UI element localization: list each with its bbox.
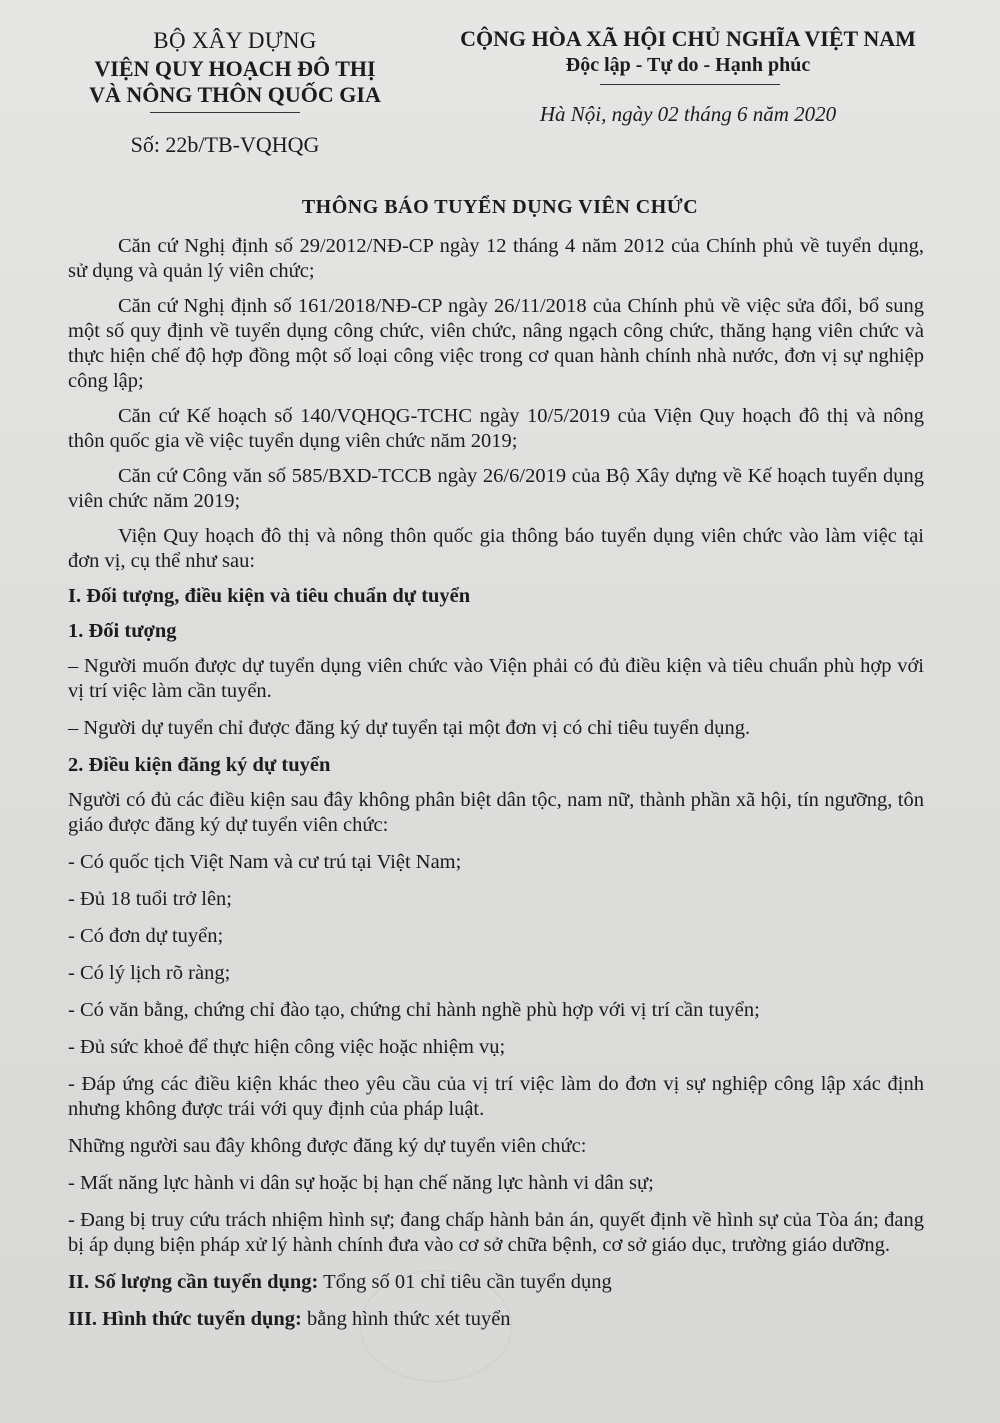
paragraph-legal-basis-1: Căn cứ Nghị định số 29/2012/NĐ-CP ngày 12 tháng 4 năm 2012 của Chính phủ về tuyển dụng, sử dụng và quản lý viên chức; bbox=[68, 235, 924, 282]
list-item: - Có quốc tịch Việt Nam và cư trú tại Việt Nam; bbox=[68, 851, 462, 873]
subheading-target: 1. Đối tượng bbox=[68, 620, 177, 642]
list-item: - Đáp ứng các điều kiện khác theo yêu cầu của vị trí việc làm do đơn vị sự nghiệp công lập xác định nhưng không được trái với quy định của pháp luật. bbox=[68, 1073, 924, 1120]
section-heading-1: I. Đối tượng, điều kiện và tiêu chuẩn dự tuyển bbox=[68, 585, 471, 607]
list-item: - Đủ 18 tuổi trở lên; bbox=[68, 888, 232, 910]
list-item: - Đủ sức khoẻ để thực hiện công việc hoặc nhiệm vụ; bbox=[68, 1036, 506, 1058]
institute-name-line2: VÀ NÔNG THÔN QUỐC GIA bbox=[89, 82, 381, 107]
ministry-name: BỘ XÂY DỰNG bbox=[153, 28, 317, 53]
list-item: - Có lý lịch rõ ràng; bbox=[68, 962, 231, 984]
document-body bbox=[68, 234, 924, 1344]
faint-stamp-mark bbox=[360, 1270, 512, 1382]
section-2-text: Tổng số 01 chỉ tiêu cần tuyển dụng bbox=[318, 1271, 612, 1293]
list-item: – Người muốn được dự tuyển dụng viên chức vào Viện phải có đủ điều kiện và tiêu chuẩn phù hợp với vị trí việc làm cần tuyển. bbox=[68, 655, 924, 702]
header-rule-left bbox=[150, 112, 300, 113]
paragraph-legal-basis-2: Căn cứ Nghị định số 161/2018/NĐ-CP ngày 26/11/2018 của Chính phủ về việc sửa đổi, bổ sung một số quy định về tuyển dụng công chức, viên chức, nâng ngạch công chức, thăng hạng viên chức và thực hiện chế độ hợp đồng một số loại công việc trong cơ quan hành chính nhà nước, đơn vị sự nghiệp công lập; bbox=[68, 295, 924, 392]
national-motto: Độc lập - Tự do - Hạnh phúc bbox=[565, 54, 811, 76]
conditions-intro: Người có đủ các điều kiện sau đây không phân biệt dân tộc, nam nữ, thành phần xã hội, tín ngưỡng, tôn giáo được đăng ký dự tuyển viên chức: bbox=[68, 789, 924, 836]
subheading-conditions: 2. Điều kiện đăng ký dự tuyển bbox=[68, 754, 331, 776]
section-heading-3: III. Hình thức tuyển dụng: bbox=[68, 1308, 302, 1330]
list-item: – Người dự tuyển chỉ được đăng ký dự tuyển tại một đơn vị có chỉ tiêu tuyển dụng. bbox=[68, 717, 751, 739]
paragraph-announcement: Viện Quy hoạch đô thị và nông thôn quốc gia thông báo tuyển dụng viên chức vào làm việc tại đơn vị, cụ thể như sau: bbox=[68, 525, 924, 572]
paragraph-legal-basis-3: Căn cứ Kế hoạch số 140/VQHQG-TCHC ngày 10/5/2019 của Viện Quy hoạch đô thị và nông thôn quốc gia về việc tuyển dụng viên chức năm 2019; bbox=[68, 405, 924, 452]
institute-name-line1: VIỆN QUY HOẠCH ĐÔ THỊ bbox=[94, 56, 376, 81]
document-number: Số: 22b/TB-VQHQG bbox=[130, 132, 320, 157]
paragraph-legal-basis-4: Căn cứ Công văn số 585/BXD-TCCB ngày 26/6/2019 của Bộ Xây dựng về Kế hoạch tuyển dụng viên chức năm 2019; bbox=[68, 465, 924, 512]
place-date: Hà Nội, ngày 02 tháng 6 năm 2020 bbox=[539, 102, 837, 126]
section-3-text: bằng hình thức xét tuyển bbox=[301, 1308, 511, 1330]
document-header bbox=[0, 26, 1000, 166]
list-item: - Có đơn dự tuyển; bbox=[68, 925, 224, 947]
list-item: - Có văn bằng, chứng chỉ đào tạo, chứng chỉ hành nghề phù hợp với vị trí cần tuyển; bbox=[68, 999, 760, 1021]
section-heading-2: II. Số lượng cần tuyển dụng: bbox=[68, 1271, 319, 1293]
list-item: - Đang bị truy cứu trách nhiệm hình sự; đang chấp hành bản án, quyết định về hình sự của Tòa án; đang bị áp dụng biện pháp xử lý hành chính đưa vào cơ sở chữa bệnh, cơ sở giáo dục, trường giáo dưỡng. bbox=[68, 1209, 924, 1256]
republic-title: CỘNG HÒA XÃ HỘI CHỦ NGHĨA VIỆT NAM bbox=[460, 26, 916, 51]
motto-underline bbox=[600, 84, 780, 85]
list-item: - Mất năng lực hành vi dân sự hoặc bị hạn chế năng lực hành vi dân sự; bbox=[68, 1172, 654, 1194]
excluded-intro: Những người sau đây không được đăng ký dự tuyển viên chức: bbox=[68, 1135, 587, 1157]
document-title: THÔNG BÁO TUYỂN DỤNG VIÊN CHỨC bbox=[301, 196, 699, 218]
